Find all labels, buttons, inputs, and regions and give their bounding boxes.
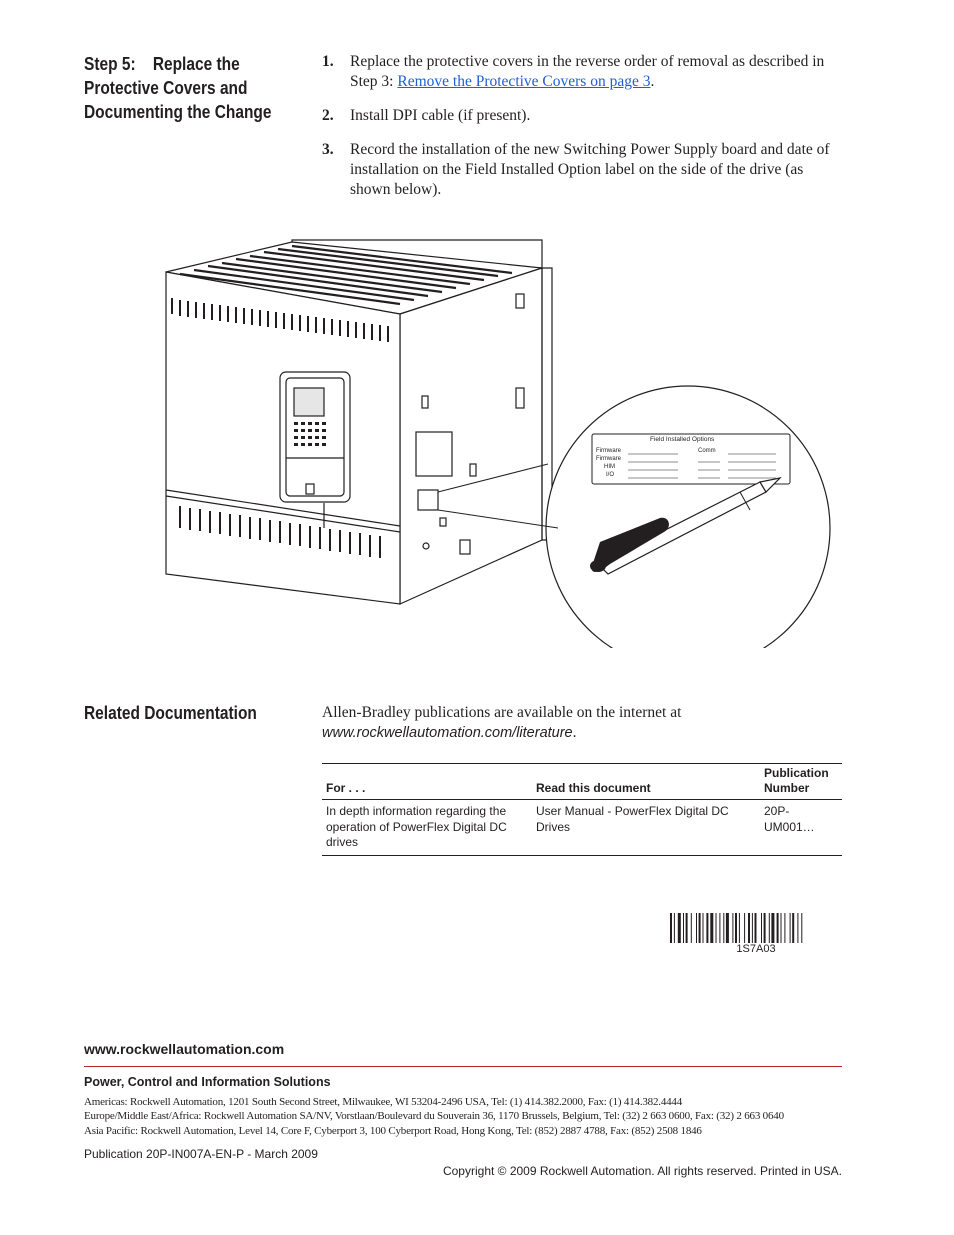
label-col2: Comm <box>698 448 716 454</box>
step-number: 1. <box>322 53 334 70</box>
step-text-end: . <box>650 73 655 90</box>
footer-tagline: Power, Control and Information Solutions <box>84 1075 331 1089</box>
footer-url[interactable]: www.rockwellautomation.com <box>84 1041 285 1057</box>
cell-document: User Manual - PowerFlex Digital DC Drives <box>532 800 760 856</box>
step5-heading-line2: Protective Covers and <box>84 78 248 98</box>
label-row: I/O <box>606 472 615 478</box>
label-row: Firmware <box>596 456 621 462</box>
table-row <box>322 800 842 856</box>
related-intro-text: Allen-Bradley publications are available on the internet at <box>322 704 682 721</box>
step5-heading-line1: Step 5: Replace the <box>84 54 240 74</box>
col-header-pubnum: Publication Number <box>760 764 842 800</box>
label-title: Field Installed Options <box>650 436 715 443</box>
drive-illustration <box>160 228 840 648</box>
step-number: 2. <box>322 107 334 124</box>
remove-covers-link[interactable]: Remove the Protective Covers on page 3 <box>397 73 651 90</box>
address-emea: Europe/Middle East/Africa: Rockwell Automation SA/NV, Vorstlaan/Boulevard du Souverain 36, 1170 Brussels, Belgium, Tel: (32) 2 663 0600, Fax: (32) 2 663 0640 <box>84 1110 784 1122</box>
publication-number: Publication 20P-IN007A-EN-P - March 2009 <box>84 1147 318 1161</box>
table-header-row <box>322 764 842 800</box>
label-row: HIM <box>604 464 615 470</box>
footer-divider <box>84 1066 842 1067</box>
barcode-text: 1S7A03 <box>736 943 776 955</box>
cell-pubnum: 20P-UM001… <box>760 800 842 856</box>
step-item <box>322 52 847 92</box>
step-item <box>322 106 847 126</box>
url-suffix: . <box>572 724 577 741</box>
step-item <box>322 140 847 200</box>
copyright: Copyright © 2009 Rockwell Automation. All rights reserved. Printed in USA. <box>442 1164 842 1178</box>
col-header-for: For . . . <box>322 764 532 800</box>
related-intro <box>322 703 842 743</box>
step5-instructions <box>322 52 847 214</box>
literature-url[interactable]: www.rockwellautomation.com/literature <box>322 725 573 741</box>
step5-heading <box>84 52 299 124</box>
label-row: Firmware <box>596 448 621 454</box>
step-text: Record the installation of the new Switching Power Supply board and date of installation on the Field Installed Option label on the side of the drive (as shown below). <box>350 141 830 198</box>
step5-heading-line3: Documenting the Change <box>84 102 272 122</box>
step-text: Replace the protective covers in the reverse order of removal as described in Step 3: <box>350 53 825 90</box>
address-asia: Asia Pacific: Rockwell Automation, Level 14, Core F, Cyberport 3, 100 Cyberport Road, Hong Kong, Tel: (852) 2887 4788, Fax: (852) 2508 1846 <box>84 1125 702 1137</box>
address-americas: Americas: Rockwell Automation, 1201 South Second Street, Milwaukee, WI 53204-2496 USA, Tel: (1) 414.382.2000, Fax: (1) 414.382.4444 <box>84 1096 683 1108</box>
cell-for: In depth information regarding the operation of PowerFlex Digital DC drives <box>322 800 532 856</box>
step-number: 3. <box>322 141 334 158</box>
publications-table <box>322 763 842 856</box>
step-text: Install DPI cable (if present). <box>350 107 531 124</box>
related-documentation-heading: Related Documentation <box>84 703 257 723</box>
col-header-document: Read this document <box>532 764 760 800</box>
barcode <box>670 913 842 943</box>
